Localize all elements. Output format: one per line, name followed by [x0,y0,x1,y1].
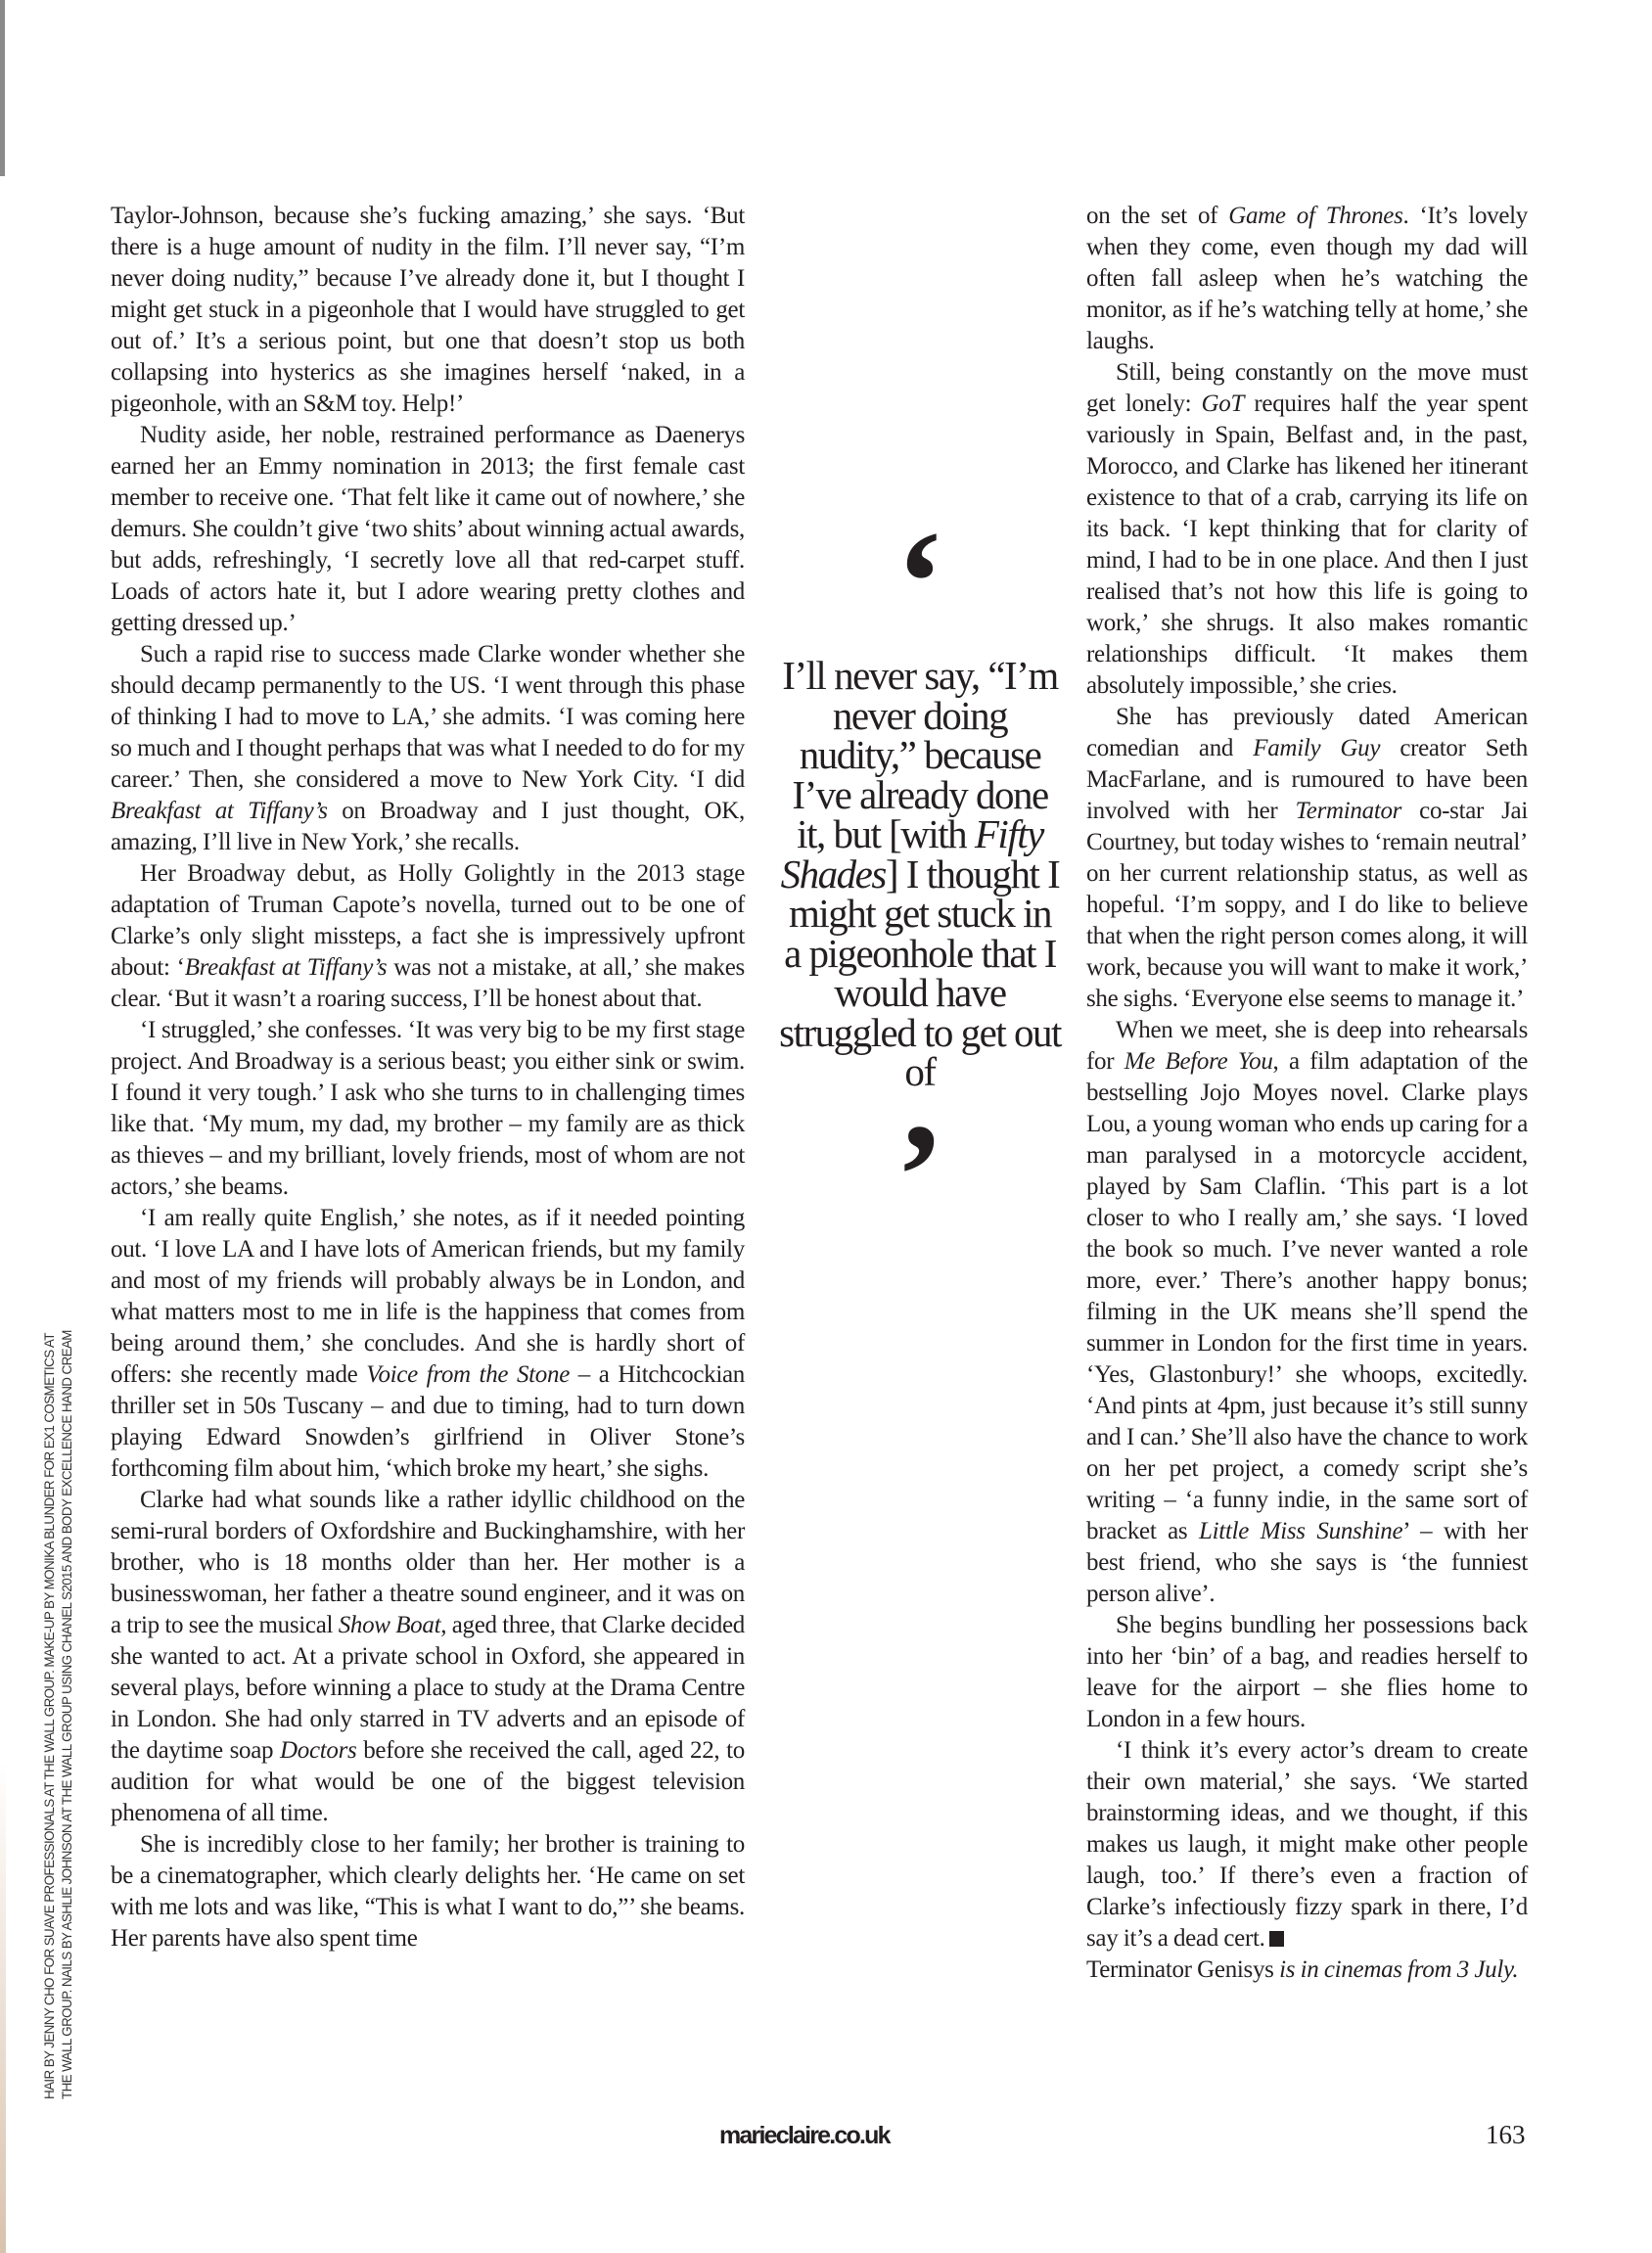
paragraph: Terminator Genisys is in cinemas from 3 July. [1086,1956,1519,1983]
paragraph: Taylor-Johnson, because she’s fucking amazing,’ she says. ‘But there is a huge amount of nudity in the film. I’ll never say, “I’m never doing nudity,” because I’ve already done it, but I thought I might get stuck in a pigeonhole that I would have struggled to get out of.’ It’s a serious point, but one that doesn’t stop us both collapsing into hysterics as she imagines herself ‘naked, in a pigeonhole, with an S&M toy. Help!’ [111,203,745,417]
page-edge-tint [0,1762,6,2253]
pull-quote-text-end: ] I thought I might get stuck in a pigeonhole that I would have struggled to get out of [779,851,1061,1094]
pull-quote [778,653,1062,1094]
page-number: 163 [1486,2120,1526,2149]
end-mark-icon [1269,1931,1284,1947]
footer-site: marieclaire.co.uk [719,2122,890,2149]
photo-credits [41,1160,76,2099]
pull-quote-block [778,509,1062,1249]
open-quote-mark: ‘ [895,509,944,656]
paragraph: ‘I struggled,’ she confesses. ‘It was very big to be my first stage project. And Broadway is a serious beast; you either sink or swim. I found it very tough.’ I ask who she turns to in challenging times like that. ‘My mum, my dad, my brother – my family are as thick as thieves – and my brilliant, lovely friends, most of whom are not actors,’ she beams. [111,1017,745,1200]
right-column [1086,201,1528,1986]
pull-quote-italic: Fifty Shades [780,811,1043,897]
paragraph: When we meet, she is deep into rehearsals for Me Before You, a film adaptation of the bestselling Jojo Moyes novel. Clarke plays Lou, a young woman who ends up caring for a man paralysed in a motorcycle accident, played by Sam Claflin. ‘This part is a lot closer to who I really am,’ she says. ‘I loved the book so much. I’ve never wanted a role more, ever.’ There’s another happy bonus; filming in the UK means she’ll spend the summer in London for the first time in years. ‘Yes, Glastonbury!’ she whoops, excitedly. ‘And pints at 4pm, just because it’s still sunny and I can.’ She’ll also have the chance to work on her pet project, a comedy script she’s writing – ‘a funny indie, in the same sort of bracket as Little Miss Sunshine’ – with her best friend, who she says is ‘the funniest person alive’. [1086,1017,1528,1607]
paragraph: She begins bundling her possessions back into her ‘bin’ of a bag, and readies herself to leave for the airport – she flies home to London in a few hours. [1086,1612,1528,1732]
credit-line-2: THE WALL GROUP. NAILS BY ASHLIE JOHNSON AT THE WALL GROUP USING CHANEL S2015 AND BODY EXCELLENCE HAND CREAM [60,1330,74,2099]
paragraph: ‘I am really quite English,’ she notes, as if it needed pointing out. ‘I love LA and I have lots of American friends, but my family and most of my friends will probably always be in London, and what matters most to me in life is the happiness that comes from being around them,’ she concludes. And she is hardly short of offers: she recently made Voice from the Stone – a Hitchcockian thriller set in 50s Tuscany – and due to timing, had to turn down playing Edward Snowden’s girlfriend in Oliver Stone’s forthcoming film about him, ‘which broke my heart,’ she sighs. [111,1205,746,1482]
paragraph: on the set of Game of Thrones. ‘It’s lovely when they come, even though my dad will often fall asleep when he’s watching the monitor, as if he’s watching telly at home,’ she laughs. [1086,203,1528,354]
credit-line-1: HAIR BY JENNY CHO FOR SUAVE PROFESSIONALS AT THE WALL GROUP. MAKE-UP BY MONIKA BLUNDER FOR EX1 COSMETICS AT [42,1333,57,2099]
paragraph: ‘I think it’s every actor’s dream to create their own material,’ she says. ‘We started brainstorming ideas, and we thought, if this makes us laugh, it might make other people laugh, too.’ If there’s even a fraction of Clarke’s infectiously fizzy spark in there, I’d say it’s a dead cert. [1086,1737,1528,1952]
paragraph: Still, being constantly on the move must get lonely: GoT requires half the year spent variously in Spain, Belfast and, in the past, Morocco, and Clarke has likened her itinerant existence to that of a crab, carrying its life on its back. ‘I kept thinking that for clarity of mind, I had to be in one place. And then I just realised that’s not how this life is going to work,’ she shrugs. It also makes romantic relationships difficult. ‘It makes them absolutely impossible,’ she cries. [1086,359,1528,699]
paragraph: Her Broadway debut, as Holly Golightly in the 2013 stage adaptation of Truman Capote’s novella, turned out to be one of Clarke’s only slight missteps, a fact she is impressively upfront about: ‘Breakfast at Tiffany’s was not a mistake, at all,’ she makes clear. ‘But it wasn’t a roaring success, I’ll be honest about that. [111,860,745,1012]
close-quote-mark: ’ [895,1101,944,1249]
page-edge [0,0,5,176]
paragraph: Such a rapid rise to success made Clarke wonder whether she should decamp permanently to the US. ‘I went through this phase of thinking I had to move to LA,’ she admits. ‘I was coming here so much and I thought perhaps that was what I needed to do for my career.’ Then, she considered a move to New York City. ‘I did Breakfast at Tiffany’s on Broadway and I just thought, OK, amazing, I’ll live in New York,’ she recalls. [111,641,745,855]
paragraph: She has previously dated American comedian and Family Guy creator Seth MacFarlane, and is rumoured to have been involved with her Terminator co-star Jai Courtney, but today wishes to ‘remain neutral’ on her current relationship status, as well as hopeful. ‘I’m soppy, and I do like to believe that when the right person comes along, it will work, because you will want to make it work,’ she sighs. ‘Everyone else seems to manage it.’ [1086,704,1528,1012]
paragraph: Nudity aside, her noble, restrained performance as Daenerys earned her an Emmy nomination in 2013; the first female cast member to receive one. ‘That felt like it came out of nowhere,’ she demurs. She couldn’t give ‘two shits’ about winning actual awards, but adds, refreshingly, ‘I secretly love all that red-carpet stuff. Loads of actors hate it, but I adore wearing pretty clothes and getting dressed up.’ [111,422,745,636]
paragraph: Clarke had what sounds like a rather idyllic childhood on the semi-rural borders of Oxfordshire and Buckinghamshire, with her brother, who is 18 months older than her. Her mother is a businesswoman, her father a theatre sound engineer, and it was on a trip to see the musical Show Boat, aged three, that Clarke decided she wanted to act. At a private school in Oxford, she appeared in several plays, before winning a place to study at the Drama Centre in London. She had only starred in TV adverts and an episode of the daytime soap Doctors before she received the call, aged 22, to audition for what would be one of the biggest television phenomena of all time. [111,1487,745,1826]
pull-quote-text: I’ll never say, “I’m never doing nudity,” because I’ve already done it, but [with [782,653,1058,856]
paragraph: She is incredibly close to her family; her brother is training to be a cinematographer, which clearly delights her. ‘He came on set with me lots and was like, “This is what I want to do,”’ she beams. Her parents have also spent time [111,1831,745,1952]
left-column [111,201,745,1954]
